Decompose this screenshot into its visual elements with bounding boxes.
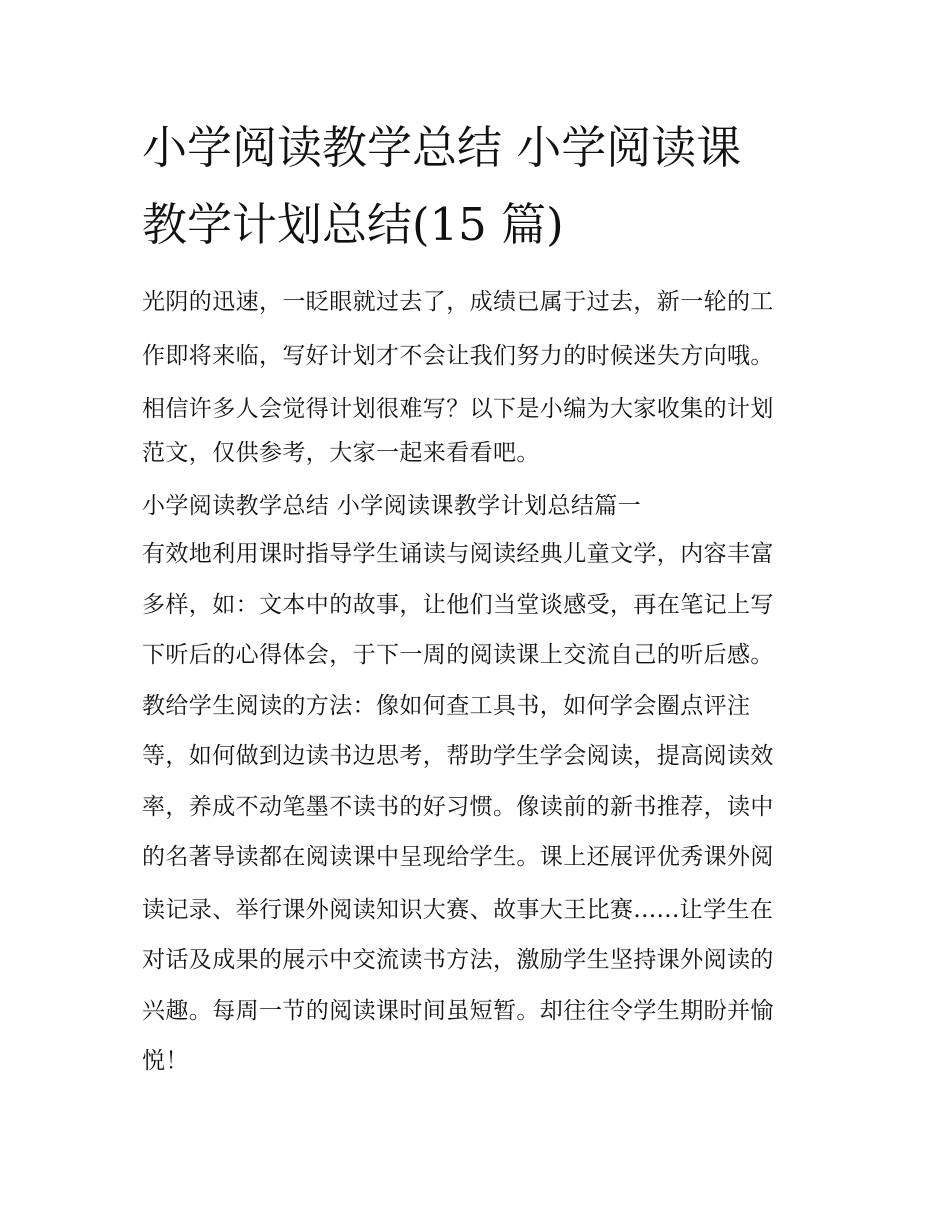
- body-line-5: 等，如何做到边读书边思考，帮助学生学会阅读，提高阅读效: [142, 743, 774, 769]
- body-line-6: 率，养成不动笔墨不读书的好习惯。像读前的新书推荐，读中: [142, 794, 774, 820]
- section-heading: 小学阅读教学总结 小学阅读课教学计划总结篇一: [142, 493, 642, 519]
- body-line-11: 悦！: [142, 1048, 189, 1074]
- intro-line-4: 范文，仅供参考，大家一起来看看吧。: [142, 440, 540, 466]
- body-line-1: 有效地利用课时指导学生诵读与阅读经典儿童文学，内容丰富: [142, 541, 774, 567]
- body-line-10: 兴趣。每周一节的阅读课时间虽短暂。却往往令学生期盼并愉: [142, 998, 774, 1024]
- body-line-3: 下听后的心得体会，于下一周的阅读课上交流自己的听后感。: [142, 642, 774, 668]
- body-line-4: 教给学生阅读的方法：像如何查工具书，如何学会圈点评注: [142, 693, 751, 719]
- document-title-line-2: 教学计划总结(15 篇): [142, 198, 564, 251]
- intro-line-3: 相信许多人会觉得计划很难写？以下是小编为大家收集的计划: [142, 396, 774, 422]
- body-line-8: 读记录、举行课外阅读知识大赛、故事大王比赛......让学生在: [142, 897, 774, 923]
- body-line-9: 对话及成果的展示中交流读书方法，激励学生坚持课外阅读的: [142, 947, 774, 973]
- document-title-line-1: 小学阅读教学总结 小学阅读课: [142, 121, 742, 174]
- intro-line-1: 光阴的迅速，一眨眼就过去了，成绩已属于过去，新一轮的工: [142, 289, 774, 315]
- body-line-7: 的名著导读都在阅读课中呈现给学生。课上还展评优秀课外阅: [142, 844, 774, 870]
- intro-line-2: 作即将来临，写好计划才不会让我们努力的时候迷失方向哦。: [142, 343, 774, 369]
- body-line-2: 多样，如：文本中的故事，让他们当堂谈感受，再在笔记上写: [142, 592, 774, 618]
